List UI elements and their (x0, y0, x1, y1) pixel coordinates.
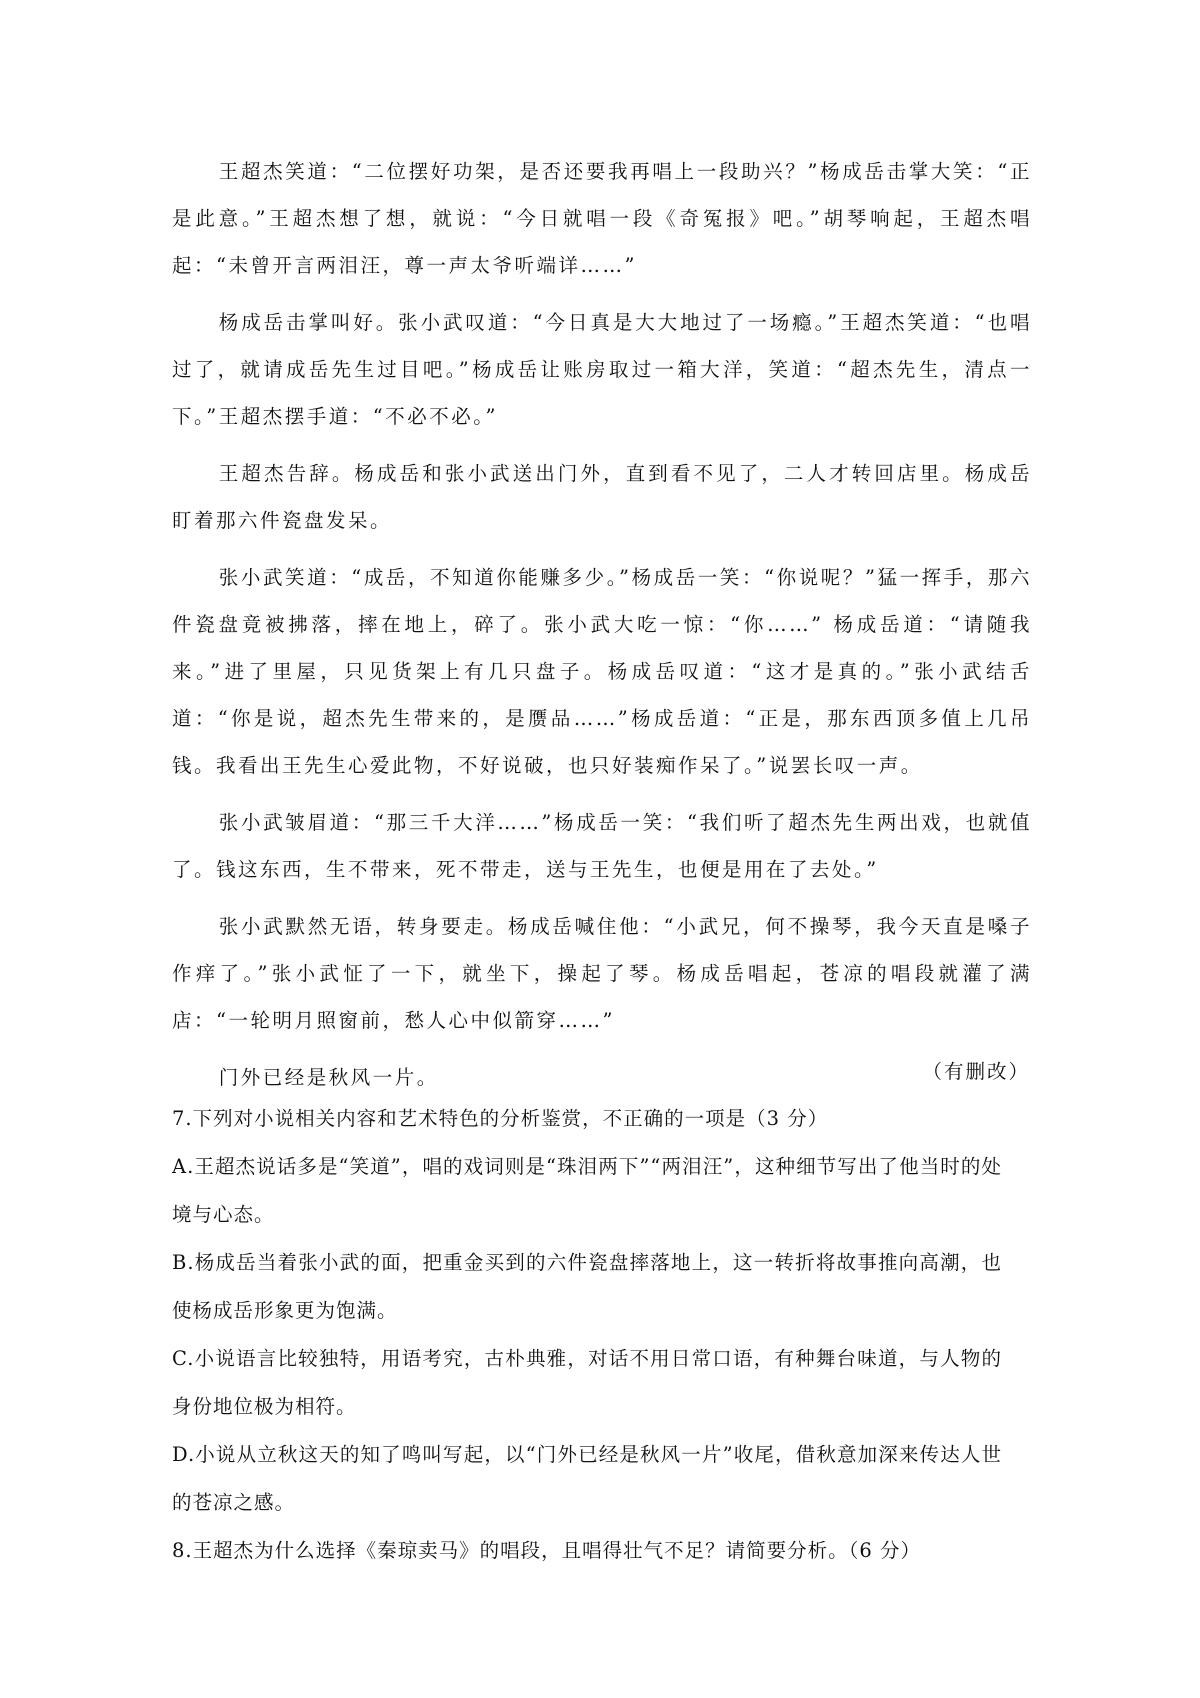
story-paragraph: 张小武笑道：“成岳，不知道你能赚多少。”杨成岳一笑：“你说呢？”猛一挥手，那六件瓷盘竟被拂落，摔在地上，碎了。张小武大吃一惊：“你……” 杨成岳道：“请随我来。”进了里屋，只见货架上有几只盘子。杨成岳叹道：“这才是真的。”张小武结舌道：“你是说，超杰先生带来的，是赝品……”杨成岳道：“正是，那东西顶多值上几吊钱。我看出王先生心爱此物，不好说破，也只好装痴作呆了。”说罢长叹一声。 (172, 566, 1032, 777)
story-paragraph: 门外已经是秋风一片。 (218, 1066, 439, 1089)
question-8 (172, 1527, 1032, 1575)
question-7 (172, 1095, 1032, 1527)
story-paragraph: 王超杰告辞。杨成岳和张小武送出门外，直到看不见了，二人才转回店里。杨成岳盯着那六件瓷盘发呆。 (172, 462, 1032, 532)
story-paragraph: 张小武默然无语，转身要走。杨成岳喊住他：“小武兄，何不操琴，我今天直是嗓子作痒了。”张小武怔了一下，就坐下，操起了琴。杨成岳唱起，苍凉的唱段就灌了满店：“一轮明月照窗前，愁人心中似箭穿……” (172, 915, 1032, 1032)
questions-section (172, 1095, 1032, 1575)
question-7-option-d: D.小说从立秋这天的知了鸣叫写起，以“门外已经是秋风一片”收尾，借秋意加深来传达人世的苍凉之感。 (172, 1443, 1002, 1514)
source-note: （有删改） (922, 1060, 1030, 1083)
question-7-option-a: A.王超杰说话多是“笑道”，唱的戏词则是“珠泪两下”“两泪汪”，这种细节写出了他当时的处境与心态。 (172, 1155, 1002, 1226)
story-paragraph: 张小武皱眉道：“那三千大洋……”杨成岳一笑：“我们听了超杰先生两出戏，也就值了。钱这东西，生不带来，死不带走，送与王先生，也便是用在了去处。” (172, 811, 1032, 881)
question-7-option-c: C.小说语言比较独特，用语考究，古朴典雅，对话不用日常口语，有种舞台味道，与人物的身份地位极为相符。 (172, 1347, 1002, 1418)
question-7-stem: 7.下列对小说相关内容和艺术特色的分析鉴赏，不正确的一项是（3 分） (172, 1107, 829, 1130)
story-paragraph: 杨成岳击掌叫好。张小武叹道：“今日真是大大地过了一场瘾。”王超杰笑道：“也唱过了，就请成岳先生过目吧。”杨成岳让账房取过一箱大洋，笑道：“超杰先生，清点一下。”王超杰摆手道：“不必不必。” (172, 311, 1032, 428)
question-7-option-b: B.杨成岳当着张小武的面，把重金买到的六件瓷盘摔落地上，这一转折将故事推向高潮，也使杨成岳形象更为饱满。 (172, 1251, 1002, 1322)
story-excerpt (172, 148, 1032, 1111)
story-paragraph: 王超杰笑道：“二位摆好功架，是否还要我再唱上一段助兴？”杨成岳击掌大笑：“正是此意。”王超杰想了想，就说：“今日就唱一段《奇冤报》吧。”胡琴响起，王超杰唱起：“未曾开言两泪汪，尊一声太爷听端详……” (172, 160, 1032, 277)
question-8-stem: 8.王超杰为什么选择《秦琼卖马》的唱段，且唱得壮气不足？请简要分析。（6 分） (172, 1539, 921, 1562)
